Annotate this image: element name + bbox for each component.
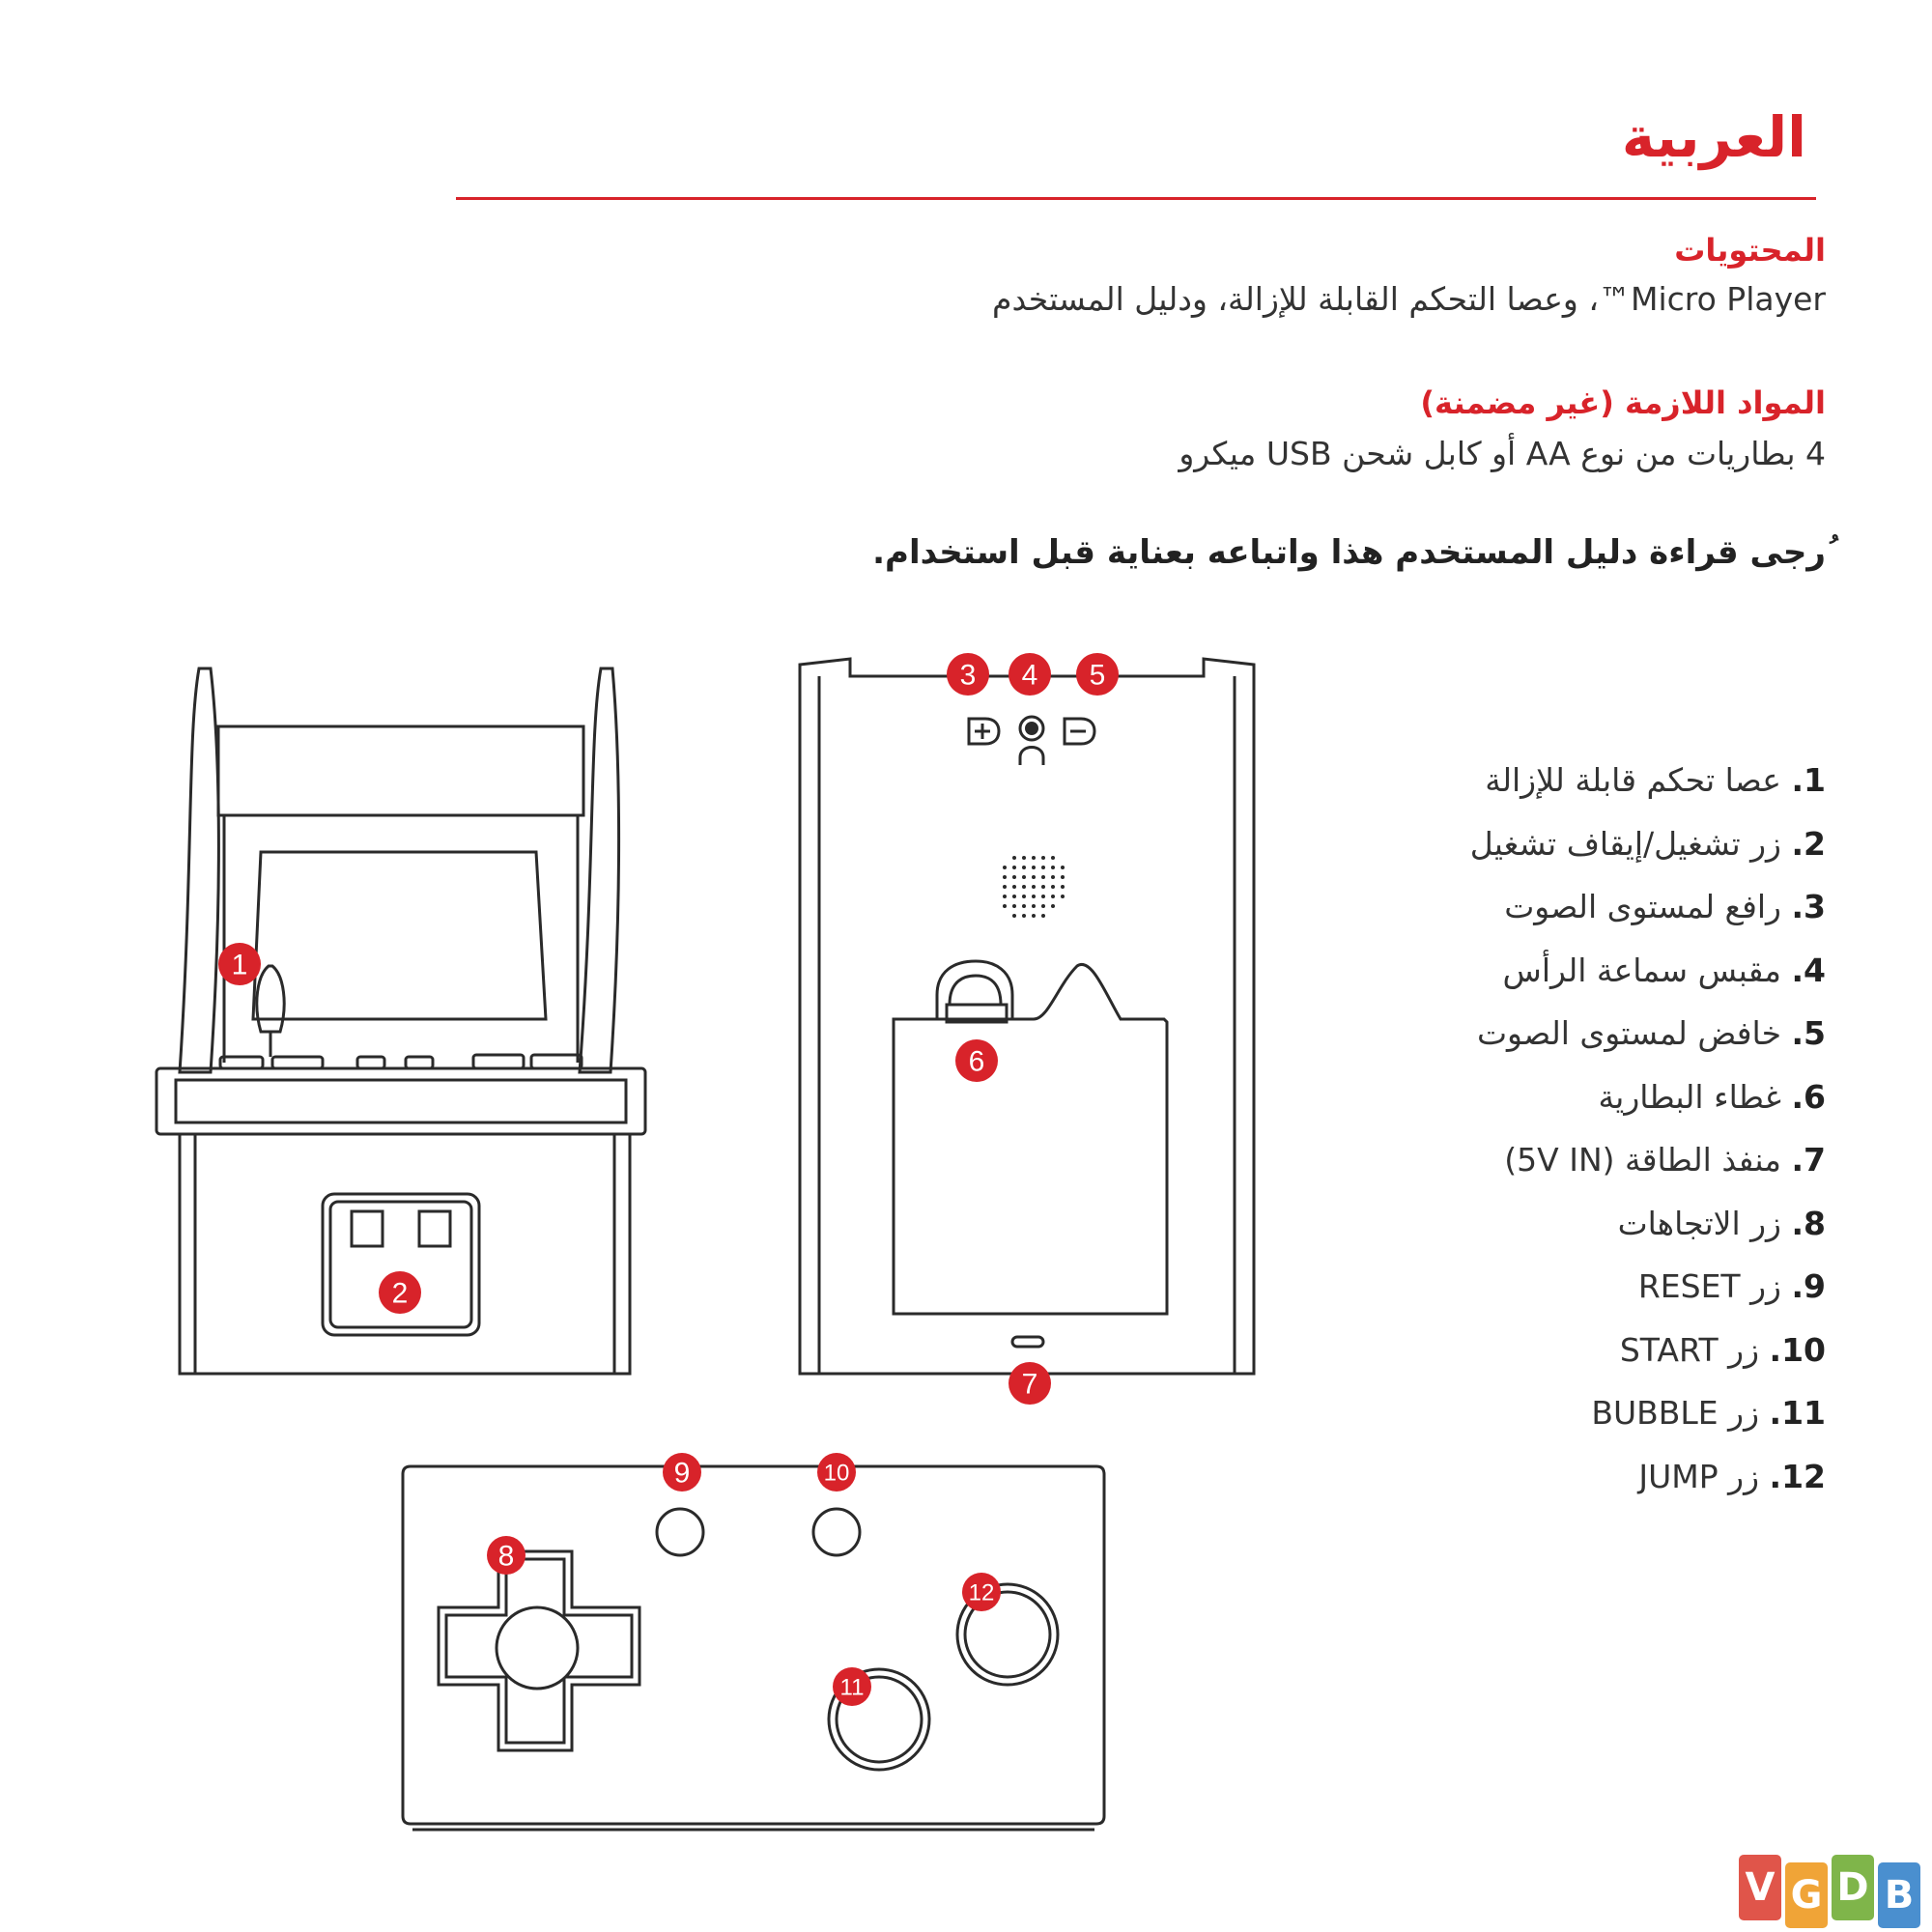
callout-number: 5 (1089, 659, 1106, 692)
callout-number: 11 (839, 1674, 865, 1701)
speaker-hole (1061, 866, 1065, 869)
speaker-hole (1012, 856, 1016, 860)
speaker-hole (1041, 856, 1045, 860)
speaker-hole (1012, 904, 1016, 908)
arcade-cabinet-front (156, 668, 645, 1374)
callout-badge (218, 943, 261, 985)
speaker-hole (1061, 875, 1065, 879)
speaker-hole (1041, 904, 1045, 908)
speaker-hole (1051, 866, 1055, 869)
speaker-hole (1051, 904, 1055, 908)
speaker-hole (1051, 885, 1055, 889)
part-label: زر تشغيل/إيقاف تشغيل (1469, 824, 1781, 863)
part-label: خافض لمستوى الصوت (1476, 1014, 1781, 1052)
speaker-hole (1032, 885, 1036, 889)
callout-number: 3 (959, 659, 977, 692)
speaker-hole (1032, 914, 1036, 918)
minus-icon (1065, 719, 1094, 744)
arcade-cabinet-back (800, 659, 1254, 1374)
speaker-hole (1051, 856, 1055, 860)
part-label: زر BUBBLE (1591, 1394, 1760, 1432)
plus-icon (969, 719, 999, 744)
part-number: 9. (1791, 1267, 1826, 1305)
speaker-hole (1041, 895, 1045, 898)
part-label: زر START (1619, 1330, 1760, 1369)
speaker-hole (1022, 895, 1026, 898)
part-number: 4. (1791, 951, 1826, 989)
part-label: زر RESET (1637, 1267, 1781, 1305)
contents-text: Micro Player™، وعصا التحكم القابلة للإزالة، ودليل المستخدم (992, 280, 1826, 318)
part-number: 1. (1791, 761, 1826, 799)
callout-number: 12 (968, 1579, 995, 1606)
speaker-hole (1003, 875, 1007, 879)
speaker-hole (1022, 885, 1026, 889)
speaker-hole (1041, 875, 1045, 879)
part-label: منفذ الطاقة (5V IN) (1504, 1141, 1781, 1179)
part-label: رافع لمستوى الصوت (1504, 888, 1781, 925)
callout-number: 10 (823, 1460, 850, 1487)
part-label: زر الاتجاهات (1617, 1204, 1781, 1242)
speaker-hole (1032, 866, 1036, 869)
part-number: 2. (1791, 824, 1826, 863)
speaker-hole (1003, 895, 1007, 898)
speaker-hole (1022, 914, 1026, 918)
callout-number: 1 (231, 949, 248, 981)
speaker-hole (1051, 895, 1055, 898)
speaker-hole (1032, 895, 1036, 898)
speaker-hole (1032, 875, 1036, 879)
speaker-hole (1012, 885, 1016, 889)
speaker-hole (1022, 866, 1026, 869)
speaker-hole (1012, 866, 1016, 869)
part-label: عصا تحكم قابلة للإزالة (1485, 761, 1781, 799)
speaker-hole (1051, 875, 1055, 879)
controller-panel (403, 1466, 1104, 1830)
speaker-grille-icon (1003, 856, 1065, 918)
callout-badge (1009, 653, 1051, 696)
part-label: مقبس سماعة الرأس (1502, 951, 1781, 989)
callout-number: 7 (1021, 1368, 1038, 1401)
part-number: 3. (1791, 888, 1826, 925)
part-number: 11. (1769, 1394, 1826, 1432)
watermark-letter: B (1878, 1862, 1920, 1928)
speaker-hole (1003, 885, 1007, 889)
speaker-hole (1022, 904, 1026, 908)
speaker-hole (1022, 875, 1026, 879)
part-number: 10. (1769, 1330, 1826, 1369)
part-label: غطاء البطارية (1598, 1077, 1781, 1116)
speaker-hole (1003, 904, 1007, 908)
watermark-letter: G (1785, 1862, 1828, 1928)
part-number: 7. (1791, 1141, 1826, 1179)
part-number: 12. (1769, 1457, 1826, 1495)
speaker-hole (1012, 875, 1016, 879)
speaker-hole (1061, 895, 1065, 898)
callout-badge (663, 1453, 701, 1492)
callout-badge (962, 1573, 1001, 1611)
speaker-hole (1022, 856, 1026, 860)
callout-badge (947, 653, 989, 696)
callout-badge (955, 1039, 998, 1082)
speaker-hole (1041, 866, 1045, 869)
headphone-icon (1020, 717, 1043, 765)
required-materials-heading: المواد اللازمة (غير مضمنة) (1420, 384, 1826, 421)
vgdb-watermark (1739, 1855, 1927, 1928)
part-number: 5. (1791, 1014, 1826, 1052)
callout-badge (1076, 653, 1119, 696)
callout-badge (1009, 1362, 1051, 1405)
callout-number: 8 (497, 1540, 515, 1573)
callout-number: 4 (1021, 659, 1038, 692)
callout-badge (487, 1536, 526, 1575)
callout-badge (817, 1453, 856, 1492)
contents-heading: المحتويات (1674, 232, 1826, 269)
speaker-hole (1032, 856, 1036, 860)
speaker-hole (1041, 885, 1045, 889)
read-manual-warning: ُرجى قراءة دليل المستخدم هذا واتباعه بعناية قبل استخدام. (872, 533, 1826, 572)
callout-badge (379, 1271, 421, 1314)
language-title: العربية (1621, 104, 1806, 170)
callout-number: 9 (673, 1457, 691, 1490)
callout-badge (833, 1667, 871, 1706)
speaker-hole (1041, 914, 1045, 918)
watermark-letter: V (1739, 1855, 1781, 1920)
part-label: زر JUMP (1638, 1457, 1760, 1495)
speaker-hole (1061, 885, 1065, 889)
speaker-hole (1003, 866, 1007, 869)
speaker-hole (1012, 895, 1016, 898)
callout-number: 2 (391, 1277, 409, 1310)
part-number: 6. (1791, 1077, 1826, 1116)
speaker-hole (1032, 904, 1036, 908)
speaker-hole (1012, 914, 1016, 918)
watermark-letter: D (1832, 1855, 1874, 1920)
callout-number: 6 (968, 1045, 985, 1078)
part-number: 8. (1791, 1204, 1826, 1242)
required-materials-text: 4 بطاريات من نوع AA أو كابل شحن USB ميكرو (1179, 435, 1826, 472)
